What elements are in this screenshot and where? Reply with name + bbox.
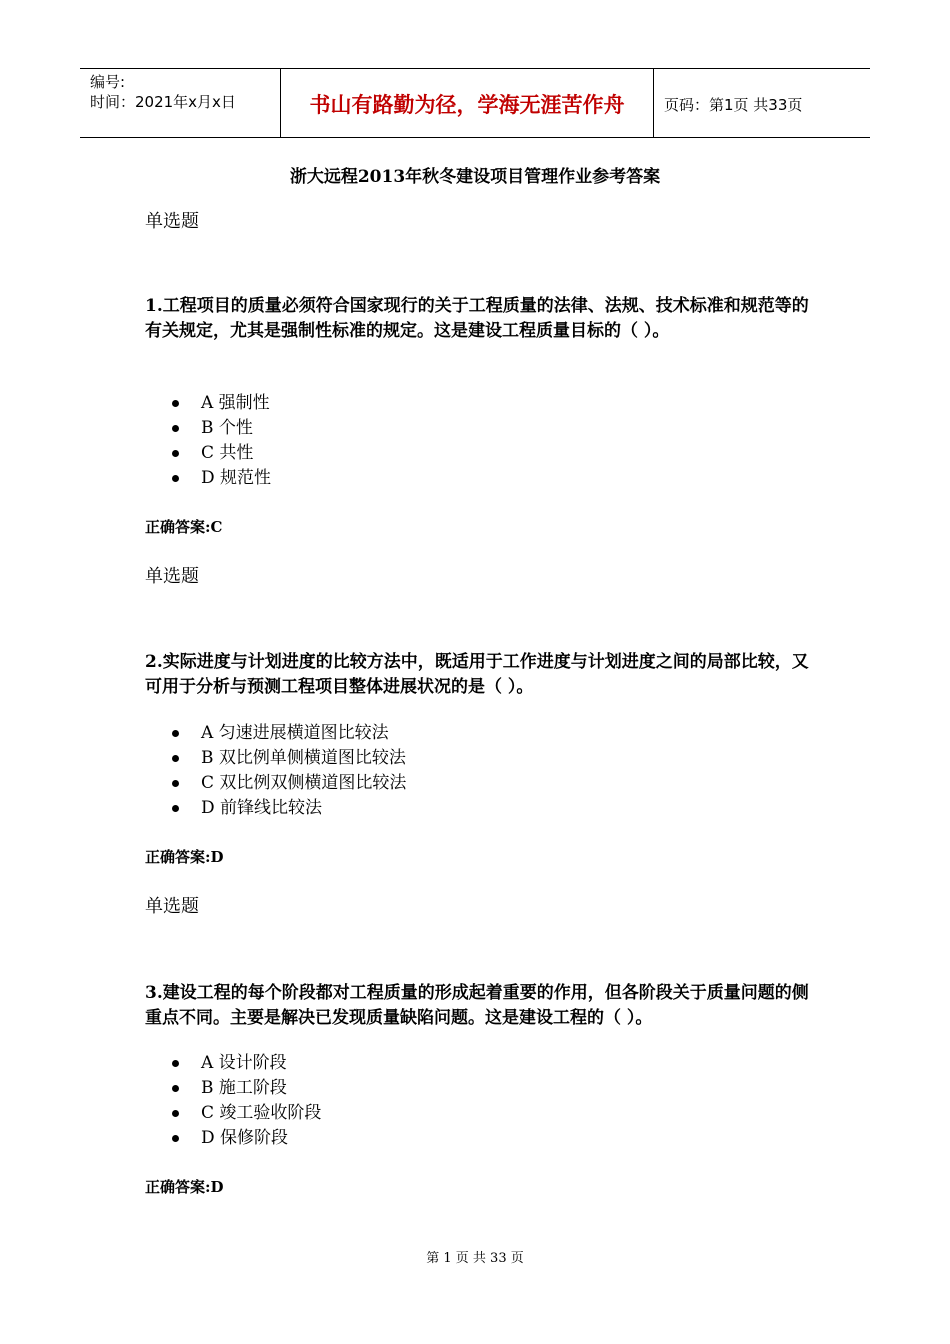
document-title: 浙大远程2013年秋冬建设项目管理作业参考答案 bbox=[289, 167, 661, 187]
option-label: D 规范性 bbox=[201, 468, 272, 488]
correct-answer: 正确答案:C bbox=[145, 518, 223, 536]
page-footer: 第 1 页 共 33 页 bbox=[426, 1251, 524, 1266]
bullet-icon bbox=[172, 780, 179, 787]
option-item bbox=[145, 771, 406, 796]
option-label: B 个性 bbox=[201, 418, 253, 438]
question-text: 3.建设工程的每个阶段都对工程质量的形成起着重要的作用，但各阶段关于质量问题的侧重点不同。主要是解决已发现质量缺陷问题。这是建设工程的（ ）。 bbox=[145, 983, 809, 1028]
header-left-cell bbox=[80, 69, 281, 137]
time-label: 时间：2021年x月x日 bbox=[90, 93, 236, 111]
bullet-icon bbox=[172, 400, 179, 407]
option-item bbox=[145, 466, 271, 491]
bullet-icon bbox=[172, 805, 179, 812]
bullet-icon bbox=[172, 1085, 179, 1092]
correct-answer: 正确答案:D bbox=[145, 848, 224, 866]
option-list bbox=[145, 391, 271, 491]
correct-answer: 正确答案:D bbox=[145, 1178, 224, 1196]
option-item bbox=[145, 796, 406, 821]
header-middle-cell bbox=[281, 69, 654, 137]
header-right-cell bbox=[654, 69, 870, 137]
question-text: 2.实际进度与计划进度的比较方法中，既适用于工作进度与计划进度之间的局部比较，又可用于分析与预测工程项目整体进展状况的是（ ）。 bbox=[145, 652, 809, 697]
option-list bbox=[145, 721, 406, 821]
bullet-icon bbox=[172, 730, 179, 737]
option-label: A 强制性 bbox=[201, 393, 270, 413]
option-label: B 双比例单侧横道图比较法 bbox=[201, 748, 406, 768]
bullet-icon bbox=[172, 755, 179, 762]
page-info: 页码：第1页 共33页 bbox=[664, 96, 803, 114]
option-list bbox=[145, 1051, 321, 1151]
option-item bbox=[145, 1076, 321, 1101]
bullet-icon bbox=[172, 425, 179, 432]
option-item bbox=[145, 441, 271, 466]
option-label: C 双比例双侧横道图比较法 bbox=[201, 773, 407, 793]
bullet-icon bbox=[172, 475, 179, 482]
section-label: 单选题 bbox=[145, 896, 199, 917]
option-label: A 设计阶段 bbox=[201, 1053, 287, 1073]
option-label: C 竣工验收阶段 bbox=[201, 1103, 322, 1123]
code-label: 编号: bbox=[90, 73, 126, 91]
option-item bbox=[145, 1126, 321, 1151]
bullet-icon bbox=[172, 1110, 179, 1117]
page-header bbox=[80, 68, 870, 138]
section-label: 单选题 bbox=[145, 566, 199, 587]
bullet-icon bbox=[172, 1060, 179, 1067]
option-label: B 施工阶段 bbox=[201, 1078, 287, 1098]
option-item bbox=[145, 721, 406, 746]
option-label: D 前锋线比较法 bbox=[201, 798, 323, 818]
motto: 书山有路勤为径，学海无涯苦作舟 bbox=[309, 93, 625, 117]
option-item bbox=[145, 1101, 321, 1126]
option-label: A 匀速进展横道图比较法 bbox=[201, 723, 389, 743]
bullet-icon bbox=[172, 1135, 179, 1142]
bullet-icon bbox=[172, 450, 179, 457]
section-label: 单选题 bbox=[145, 211, 199, 232]
option-item bbox=[145, 746, 406, 771]
option-item bbox=[145, 391, 271, 416]
option-label: C 共性 bbox=[201, 443, 254, 463]
option-item bbox=[145, 1051, 321, 1076]
question-text: 1.工程项目的质量必须符合国家现行的关于工程质量的法律、法规、技术标准和规范等的有关规定，尤其是强制性标准的规定。这是建设工程质量目标的（ ）。 bbox=[145, 296, 809, 341]
option-item bbox=[145, 416, 271, 441]
option-label: D 保修阶段 bbox=[201, 1128, 289, 1148]
